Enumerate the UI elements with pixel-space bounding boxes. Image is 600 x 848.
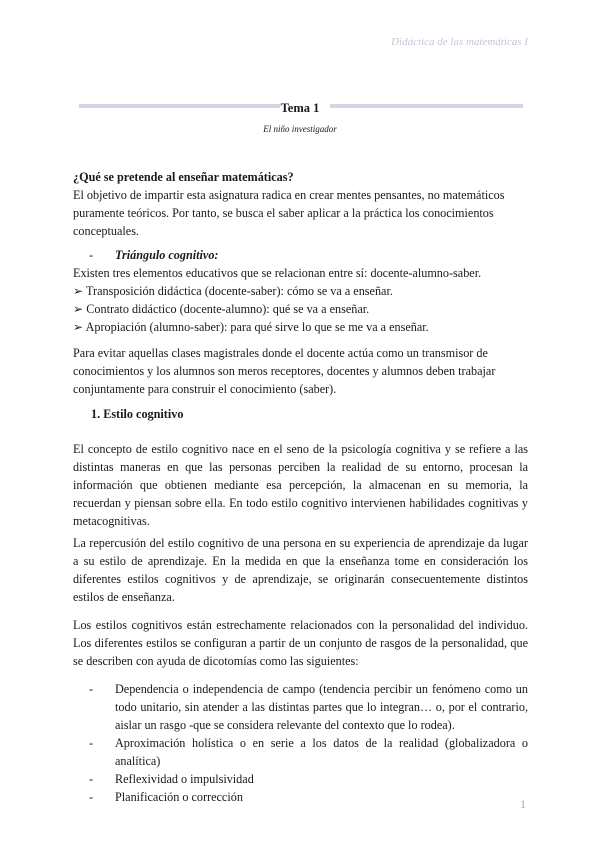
topic-subtitle: El niño investigador	[263, 124, 337, 134]
list-item	[73, 734, 528, 770]
list-item	[73, 680, 528, 734]
triangle-heading-row	[73, 246, 528, 264]
list-item-text: Aproximación holística o en serie a los datos de la realidad (globalizadora o analítica)	[115, 736, 528, 768]
dash-bullet: -	[89, 772, 94, 786]
paragraph-line: El objetivo de impartir esta asignatura radica en crear mentes pensantes, no matemáticos	[73, 188, 505, 202]
paragraph-line: conjuntamente para construir el conocimiento (saber).	[73, 382, 337, 396]
page-number: 1	[520, 797, 526, 811]
paragraph-line: Para evitar aquellas clases magistrales donde el docente actúa como un transmisor de	[73, 346, 488, 360]
paragraph-line: conocimientos y los alumnos son meros receptores, docentes y alumnos deben trabajar	[73, 364, 496, 378]
estilo-paragraph-2: La repercusión del estilo cognitivo de una persona en su experiencia de aprendizaje da lugar a su estilo de aprendizaje. En la medida en que la enseñanza tome en consideración los diferentes estilos cognitivos y de aprendizaje, se originarán consecuentemente distintos estilos de enseñanza.	[73, 536, 528, 604]
triangle-item: ➢ Contrato didáctico (docente-alumno): qué se va a enseñar.	[73, 302, 370, 316]
dash-bullet: -	[89, 790, 94, 804]
section-heading: ¿Qué se pretende al enseñar matemáticas?	[73, 170, 294, 184]
estilo-heading: 1. Estilo cognitivo	[91, 407, 184, 421]
running-header: Didáctica de las matemáticas I	[391, 36, 528, 48]
list-item-text: Reflexividad o impulsividad	[115, 772, 254, 786]
dichotomy-list	[73, 680, 528, 806]
dash-bullet: -	[89, 248, 94, 262]
paragraph-line: puramente teóricos. Por tanto, se busca el saber aplicar a la práctica los conocimientos	[73, 206, 494, 220]
list-item-text: Planificación o corrección	[115, 790, 243, 804]
triangle-item: ➢ Apropiación (alumno-saber): para qué sirve lo que se me va a enseñar.	[73, 320, 429, 334]
dash-bullet: -	[89, 736, 94, 750]
dash-bullet: -	[89, 682, 94, 696]
triangle-item: ➢ Transposición didáctica (docente-saber): cómo se va a enseñar.	[73, 284, 393, 298]
triangle-paragraph	[73, 344, 528, 398]
topic-title: Tema 1	[280, 101, 320, 115]
list-item	[73, 788, 528, 806]
list-item	[73, 770, 528, 788]
triangle-section	[73, 246, 528, 336]
estilo-paragraph-3: Los estilos cognitivos están estrechamente relacionados con la personalidad del individuo. Los diferentes estilos se configuran a partir de un conjunto de rasgos de la personalidad, que se describen con ayuda de dicotomías como las siguientes:	[73, 618, 528, 668]
paragraph-line: conceptuales.	[73, 224, 139, 238]
section-intro	[73, 168, 528, 240]
triangle-intro: Existen tres elementos educativos que se relacionan entre sí: docente-alumno-saber.	[73, 266, 482, 280]
estilo-paragraph-1: El concepto de estilo cognitivo nace en el seno de la psicología cognitiva y se refiere a las distintas maneras en que las personas perciben la realidad de su entorno, procesan la información que obtienen mediante esa percepción, la almacenan en su memoria, la recuerdan y piensan sobre ella. En todo estilo cognitivo intervienen habilidades cognitivas y metacognitivas.	[73, 442, 528, 528]
list-item-text: Dependencia o independencia de campo (tendencia percibir un fenómeno como un todo unitario, sin atender a las distintas partes que lo integran… o, por el contrario, aislar un rasgo -que se considera relevante del contexto que lo rodea).	[115, 682, 528, 732]
triangle-heading: Triángulo cognitivo:	[115, 248, 219, 262]
